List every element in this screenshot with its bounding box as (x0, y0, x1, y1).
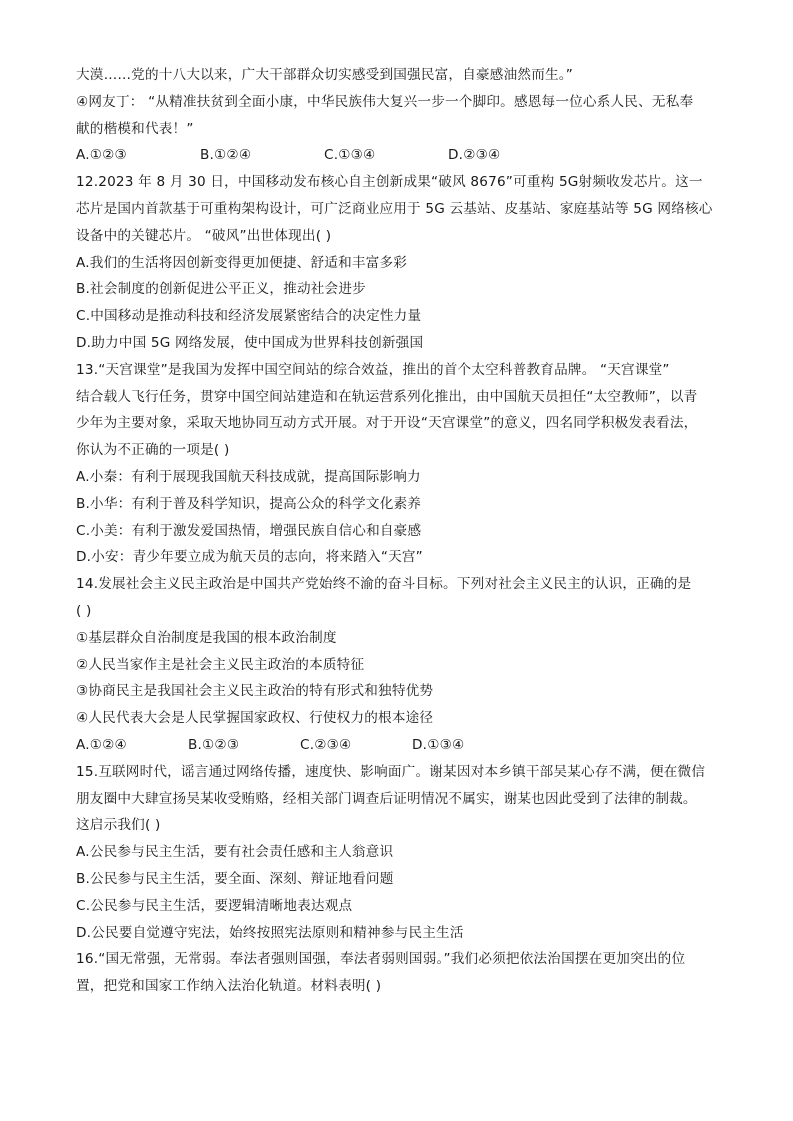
q12-option-c: C.中国移动是推动科技和经济发展紧密结合的决定性力量 (76, 308, 422, 325)
q11-text-line: 大漠……党的十八大以来，广大干部群众切实感受到国强民富，自豪感油然而生。” (76, 67, 574, 83)
q14-stem: ( ) (76, 602, 92, 619)
q14-item-2: ②人民当家作主是社会主义民主政治的本质特征 (76, 656, 365, 673)
q15-stem: 朋友圈中大肆宣扬吴某收受贿赂，经相关部门调查后证明情况不属实，谢某也因此受到了法律的制裁。 (76, 790, 697, 807)
q15-option-b: B.公民参与民主生活，要全面、深刻、辩证地看问题 (76, 870, 394, 887)
q13-option-b: B.小华：有利于普及科学知识，提高公众的科学文化素养 (76, 495, 422, 512)
q14-stem: 14.发展社会主义民主政治是中国共产党始终不渝的奋斗目标。下列对社会主义民主的认识，正确的是 (76, 576, 692, 593)
q14-options (76, 732, 726, 759)
q11-item-4-cont: 献的楷模和代表！” (76, 120, 194, 137)
q13-stem: 你认为不正确的一项是( ) (76, 442, 230, 459)
q12-stem: 12.2023 年 8 月 30 日，中国移动发布核心自主创新成果“破风 8676”可重构 5G射频收发芯片。这一 (76, 174, 703, 191)
q15-option-a: A.公民参与民主生活，要有社会责任感和主人翁意识 (76, 844, 394, 861)
q14-item-1: ①基层群众自治制度是我国的根本政治制度 (76, 629, 337, 646)
q11-option-a: A.①②③ (76, 147, 127, 164)
q14-option-b: B.①②③ (188, 736, 240, 753)
q11-option-d: D.②③④ (448, 147, 501, 164)
q12-option-a: A.我们的生活将因创新变得更加便捷、舒适和丰富多彩 (76, 254, 408, 271)
q15-option-c: C.公民参与民主生活，要逻辑清晰地表达观点 (76, 897, 353, 914)
q15-stem: 15.互联网时代，谣言通过网络传播，速度快、影响面广。谢某因对本乡镇干部吴某心存不满，便在微信 (76, 763, 706, 780)
q14-option-c: C.②③④ (300, 736, 352, 753)
q12-option-b: B.社会制度的创新促进公平正义，推动社会进步 (76, 281, 366, 298)
q14-item-4: ④人民代表大会是人民掌握国家政权、行使权力的根本途径 (76, 710, 434, 727)
exam-page (76, 62, 726, 1000)
q13-option-d: D.小安：青少年要立成为航天员的志向，将来踏入“天宫” (76, 549, 423, 566)
q11-options (76, 142, 726, 169)
q13-stem: 结合载人飞行任务，贯穿中国空间站建造和在轨运营系列化推出，由中国航天员担任“太空教师”，以青 (76, 388, 698, 405)
q12-option-d: D.助力中国 5G 网络发展，使中国成为世界科技创新强国 (76, 334, 424, 351)
q14-option-d: D.①③④ (412, 736, 465, 753)
q13-option-a: A.小秦：有利于展现我国航天科技成就，提高国际影响力 (76, 468, 421, 485)
q12-stem: 设备中的关键芯片。 “破风”出世体现出( ) (76, 227, 332, 244)
q16-stem: 16.“国无常强，无常弱。奉法者强则国强，奉法者弱则国弱。”我们必须把依法治国摆在更加突出的位 (76, 951, 686, 968)
q15-option-d: D.公民要自觉遵守宪法，始终按照宪法原则和精神参与民主生活 (76, 924, 464, 941)
q11-option-c: C.①③④ (324, 147, 376, 164)
q13-stem: 13.“天宫课堂”是我国为发挥中国空间站的综合效益，推出的首个太空科普教育品牌。 “天宫课堂” (76, 361, 670, 378)
q14-item-3: ③协商民主是我国社会主义民主政治的特有形式和独特优势 (76, 683, 434, 700)
q14-option-a: A.①②④ (76, 736, 127, 753)
q12-stem: 芯片是国内首款基于可重构架构设计，可广泛商业应用于 5G 云基站、皮基站、家庭基站等 5G 网络核心 (76, 200, 713, 217)
q15-stem: 这启示我们( ) (76, 817, 161, 834)
q13-option-c: C.小美：有利于激发爱国热情，增强民族自信心和自豪感 (76, 522, 422, 539)
q11-option-b: B.①②④ (200, 147, 252, 164)
q11-item-4: ④网友丁： “从精准扶贫到全面小康，中华民族伟大复兴一步一个脚印。感恩每一位心系人民、无私奉 (76, 93, 694, 110)
q16-stem: 置，把党和国家工作纳入法治化轨道。材料表明( ) (76, 978, 382, 995)
q13-stem: 少年为主要对象，采取天地协同互动方式开展。对于开设“天宫课堂”的意义，四名同学积极发表看法， (76, 415, 698, 432)
